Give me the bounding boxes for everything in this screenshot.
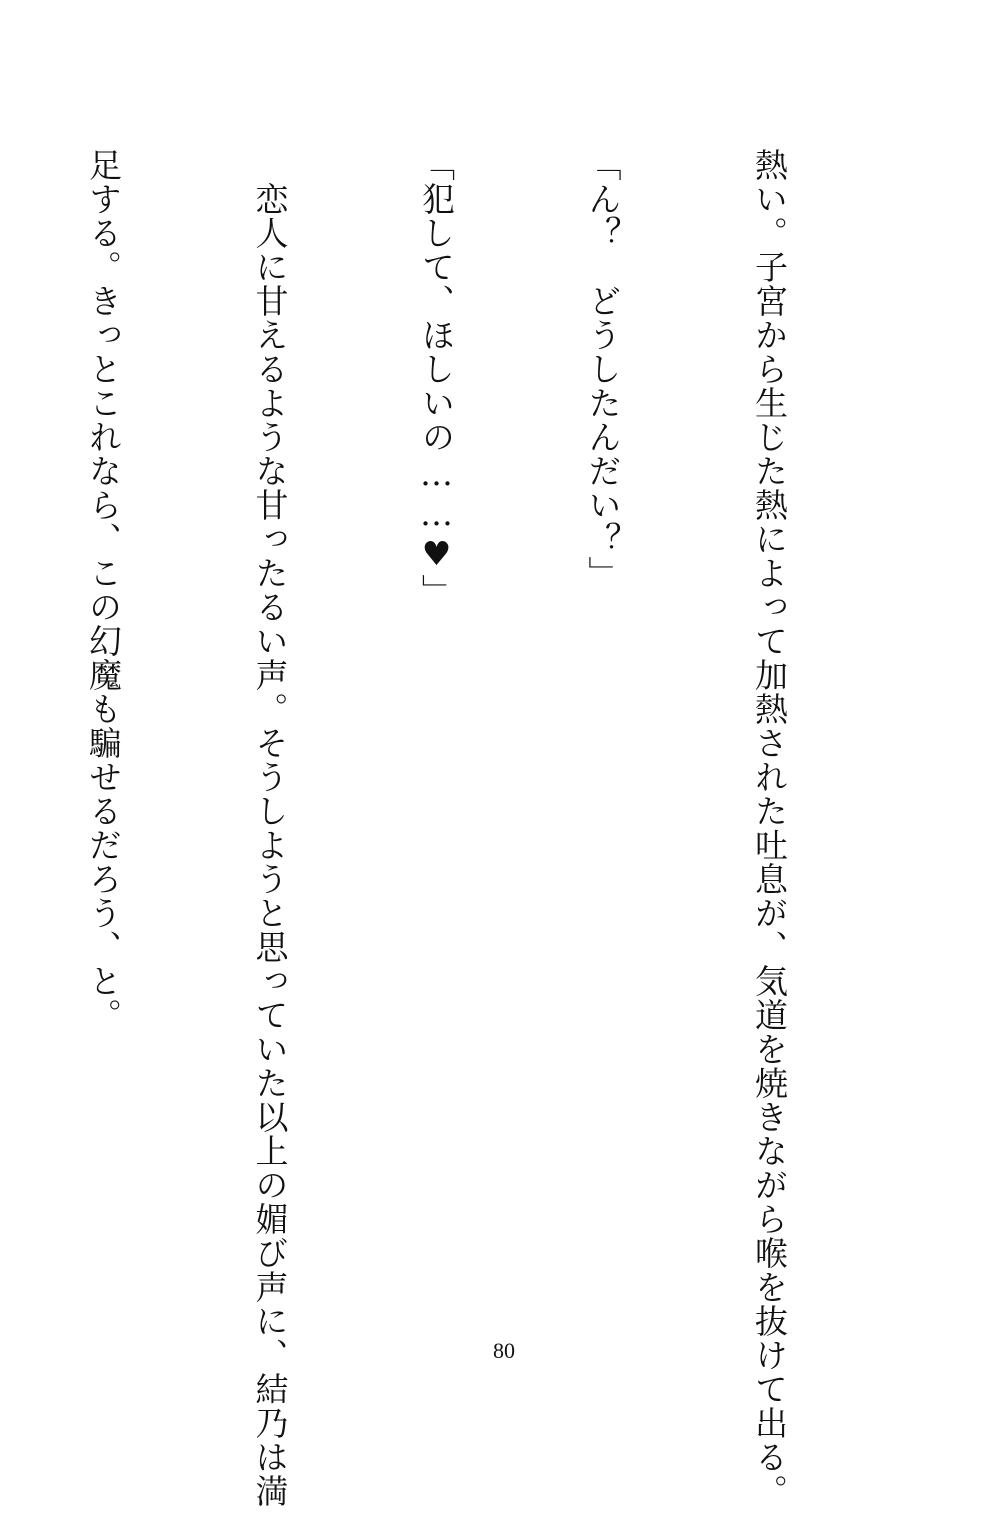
text-line: 「ん？ どうしたんだい？」 [583,148,623,590]
page-number: 80 [493,1338,515,1363]
text-line: 足する。きっとこれなら、この幻魔も騙せるだろう、と。 [84,148,123,1032]
text-line: 「犯して、ほしいの……♥」 [417,148,456,608]
vertical-text-body [0,148,908,1508]
text-line: 恋人に甘えるような甘ったるい声。そうしようと思っていた以上の媚び声に、結乃は満 [250,148,290,1508]
text-line: 熱い。子宮から生じた熱によって加熱された吐息が、気道を焼きながら喉を抜けて出る。 [750,148,789,1508]
